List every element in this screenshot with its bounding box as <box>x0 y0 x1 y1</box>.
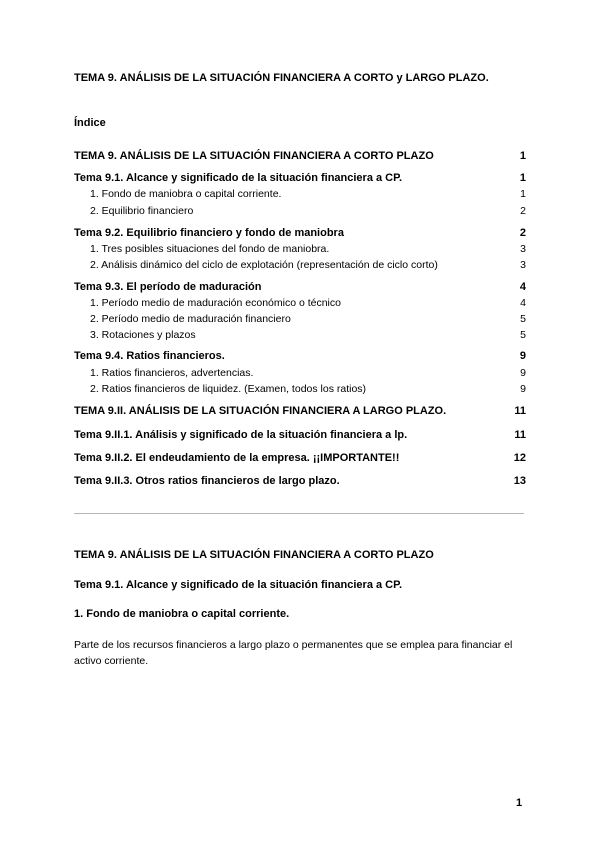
toc-entry-text: Tema 9.II.2. El endeudamiento de la empresa. ¡¡IMPORTANTE!! <box>74 452 400 464</box>
toc-entry-page: 1 <box>519 150 526 162</box>
toc-entry-text: 1. Tres posibles situaciones del fondo de maniobra. <box>90 243 330 255</box>
toc-entry-page: 4 <box>520 297 526 309</box>
document-title: TEMA 9. ANÁLISIS DE LA SITUACIÓN FINANCIERA A CORTO y LARGO PLAZO. <box>74 72 489 84</box>
toc-entry-text: Tema 9.2. Equilibrio financiero y fondo de maniobra <box>74 227 344 239</box>
toc-entry-text: 2. Análisis dinámico del ciclo de explotación (representación de ciclo corto) <box>90 259 438 271</box>
toc-entry[interactable] <box>74 312 526 327</box>
body-paragraph: Parte de los recursos financieros a largo plazo o permanentes que se emplea para financiar el activo corriente. <box>74 639 513 667</box>
toc-entry-page: 9 <box>520 367 526 379</box>
toc-entry-page: 13 <box>513 475 526 487</box>
toc-entry-text: Tema 9.3. El período de maduración <box>74 281 262 293</box>
toc-entry[interactable] <box>74 474 526 489</box>
toc-entry-page: 5 <box>520 329 526 341</box>
toc-entry-page: 1 <box>520 188 526 200</box>
toc-entry-text: 3. Rotaciones y plazos <box>90 329 196 341</box>
page-number: 1 <box>516 797 523 809</box>
toc-entry-text: 2. Período medio de maduración financiero <box>90 313 291 325</box>
toc-entry[interactable] <box>74 280 526 295</box>
toc-entry-text: Tema 9.II.3. Otros ratios financieros de largo plazo. <box>74 475 340 487</box>
toc-entry-text: TEMA 9.II. ANÁLISIS DE LA SITUACIÓN FINANCIERA A LARGO PLAZO. <box>74 405 447 417</box>
toc-entry[interactable] <box>74 382 526 397</box>
section-heading: TEMA 9. ANÁLISIS DE LA SITUACIÓN FINANCIERA A CORTO PLAZO <box>74 549 434 561</box>
toc-entry-text: 1. Ratios financieros, advertencias. <box>90 367 254 379</box>
toc-entry[interactable] <box>74 204 526 219</box>
toc-entry[interactable] <box>74 258 526 273</box>
toc-entry[interactable] <box>74 149 526 164</box>
toc-entry[interactable] <box>74 242 526 257</box>
toc-entry-page: 11 <box>514 405 526 417</box>
toc-entry-text: 2. Ratios financieros de liquidez. (Examen, todos los ratios) <box>90 383 367 395</box>
toc-entry-page: 4 <box>519 281 526 293</box>
toc-entry[interactable] <box>74 296 526 311</box>
toc-entry-page: 2 <box>519 227 526 239</box>
toc-entry[interactable] <box>74 349 526 364</box>
toc-entry[interactable] <box>74 404 526 419</box>
section-divider <box>74 513 524 514</box>
toc-entry[interactable] <box>74 171 526 186</box>
toc-entry-page: 11 <box>514 429 526 441</box>
toc-entry[interactable] <box>74 366 526 381</box>
toc-entry-text: Tema 9.II.1. Análisis y significado de la situación financiera a lp. <box>74 429 408 441</box>
index-heading: Índice <box>74 117 106 129</box>
toc-entry-text: 2. Equilibrio financiero <box>90 205 194 217</box>
toc-entry-page: 12 <box>513 452 526 464</box>
toc-entry-page: 3 <box>520 259 526 271</box>
toc-entry-page: 5 <box>520 313 526 325</box>
toc-entry[interactable] <box>74 428 526 443</box>
toc-entry-text: TEMA 9. ANÁLISIS DE LA SITUACIÓN FINANCIERA A CORTO PLAZO <box>74 150 434 162</box>
toc-entry[interactable] <box>74 328 526 343</box>
toc-entry[interactable] <box>74 226 526 241</box>
toc-entry-page: 1 <box>519 172 526 184</box>
toc-entry-page: 9 <box>520 383 526 395</box>
toc-entry[interactable] <box>74 187 526 202</box>
topic-heading: 1. Fondo de maniobra o capital corriente. <box>74 608 290 620</box>
subsection-heading: Tema 9.1. Alcance y significado de la situación financiera a CP. <box>74 579 403 591</box>
toc-entry-text: Tema 9.4. Ratios financieros. <box>74 350 225 362</box>
toc-entry-page: 3 <box>520 243 526 255</box>
toc-entry-text: 1. Fondo de maniobra o capital corriente. <box>90 188 282 200</box>
toc-entry[interactable] <box>74 451 526 466</box>
toc-entry-page: 2 <box>520 205 526 217</box>
toc-entry-text: Tema 9.1. Alcance y significado de la situación financiera a CP. <box>74 172 403 184</box>
toc-entry-text: 1. Período medio de maduración económico o técnico <box>90 297 341 309</box>
toc-entry-page: 9 <box>519 350 526 362</box>
